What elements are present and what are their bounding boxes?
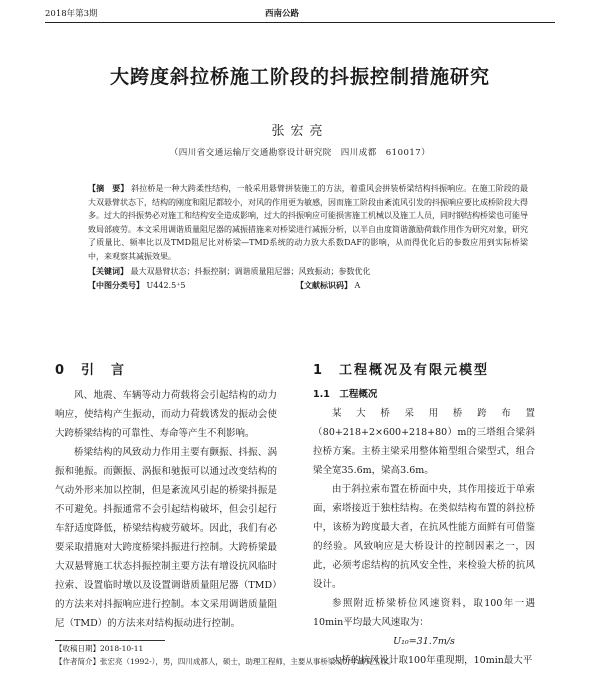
intro-paragraph-1: 风、地震、车辆等动力荷载将会引起结构的动力响应，使结构产生振动，而动力荷载诱发的振动会使大跨桥梁结构的可靠性、寿命等产生不利影响。	[55, 390, 277, 439]
footnote-received-date: 【收稿日期】2018-10-11	[55, 644, 144, 653]
footnote-author-bio: 【作者简介】张宏亮（1992-），男，四川成都人，硕士，助理工程师，主要从事桥梁动力学研究工作。	[55, 657, 396, 666]
document-code	[296, 279, 360, 292]
overview-paragraph-2: 由于斜拉索布置在桥面中央，其作用接近于单索面，索塔接近于独柱结构。在类似结构布置的斜拉桥中，该桥为跨度最大者，在抗风性能方面鲜有可借鉴的经验。风致响应是大桥设计的控制因素之一，因此，必须考虑结构的抗风安全性，来检验大桥的抗风设计。	[313, 484, 535, 590]
issue-number: 2018年第3期	[45, 9, 98, 19]
author-name: 张宏亮	[271, 124, 329, 139]
overview-paragraph-4: 大桥的抗风设计取100年重现期，10min最大平	[332, 655, 533, 666]
footnote-rule	[55, 640, 165, 641]
running-header	[45, 6, 555, 23]
overview-paragraph-3: 参照附近桥梁桥位风速资料，取100年一遇10min平均最大风速取为：	[313, 598, 535, 628]
wind-speed-formula: U₁₀=31.7m/s	[393, 636, 455, 647]
overview-paragraph-1: 某大桥采用桥跨布置（80+218+2×600+218+80）m的三塔组合梁斜拉桥方案。主桥主梁采用整体箱型组合梁型式，组合梁全宽35.6m，梁高3.6m。	[313, 408, 535, 476]
left-column	[55, 360, 277, 633]
doc-label: 【文献标识码】	[296, 281, 352, 290]
clc-number	[88, 279, 186, 292]
keywords	[88, 265, 528, 278]
paper-title: 大跨度斜拉桥施工阶段的抖振控制措施研究	[109, 66, 490, 88]
section-introduction-heading: 0 引 言	[55, 363, 127, 378]
abstract	[88, 182, 528, 264]
keywords-text: 最大双悬臂状态；抖振控制；调谐质量阻尼器；风致振动；参数优化	[130, 267, 371, 276]
section-engineering-heading: 1 工程概况及有限元模型	[313, 363, 490, 378]
doc-value: A	[354, 281, 361, 290]
intro-paragraph-2: 桥梁结构的风致动力作用主要有颤振、抖振、涡振和驰振。而颤振、涡振和驰振可以通过改变结构的气动外形来加以控制，但是紊流风引起的桥梁抖振是不可避免。抖振通常不会引起结构破坏，但会引起行车舒适度降低，桥梁结构疲劳破坏。因此，我们有必要采取措施对大跨度桥梁抖振进行控制。大跨桥梁最大双悬臂施工状态抖振控制主要方法有增设抗风临时拉索、设置临时墩以及设置调谐质量阻尼器（TMD）的方法来对抖振响应进行控制。本文采用调谐质量阻尼（TMD）的方法来对结构振动进行控制。	[55, 447, 277, 629]
keywords-label: 【关键词】	[88, 267, 128, 276]
clc-label: 【中图分类号】	[88, 281, 144, 290]
subsection-project-overview-heading: 1.1 工程概况	[313, 389, 378, 400]
journal-name: 西南公路	[265, 9, 300, 19]
right-column	[313, 360, 535, 670]
clc-value: U442.5⁺5	[146, 281, 186, 290]
abstract-label: 【摘 要】	[88, 184, 129, 193]
abstract-text: 斜拉桥是一种大跨柔性结构，一般采用悬臂拼装施工的方法，着重风会拼装桥梁结构抖振响应。在施工阶段的最大双悬臂状态下，结构的刚度和阻尼都较小，对风的作用更为敏感，因而施工阶段由紊流风引发的抖振响应要比成桥阶段大得多。过大的抖振势必对施工和结构安全造成影响，过大的抖振响应可能损害施工机械以及施工人员，同时钢结构桥梁也可能导致局部疲劳。本文采用调谐质量阻尼器的减振措施来对桥梁进行减振分析，以半自由度简谐激励荷载作用作为研究对象，研究了质量比、频率比以及TMD阻尼比对桥梁—TMD系统的动力放大系数DAF的影响，从而得优化后的参数应用到实际桥梁中，来观察其减振效果。	[88, 184, 529, 261]
author-affiliation: （四川省交通运输厅交通勘察设计研究院 四川成都 610017）	[169, 148, 431, 158]
